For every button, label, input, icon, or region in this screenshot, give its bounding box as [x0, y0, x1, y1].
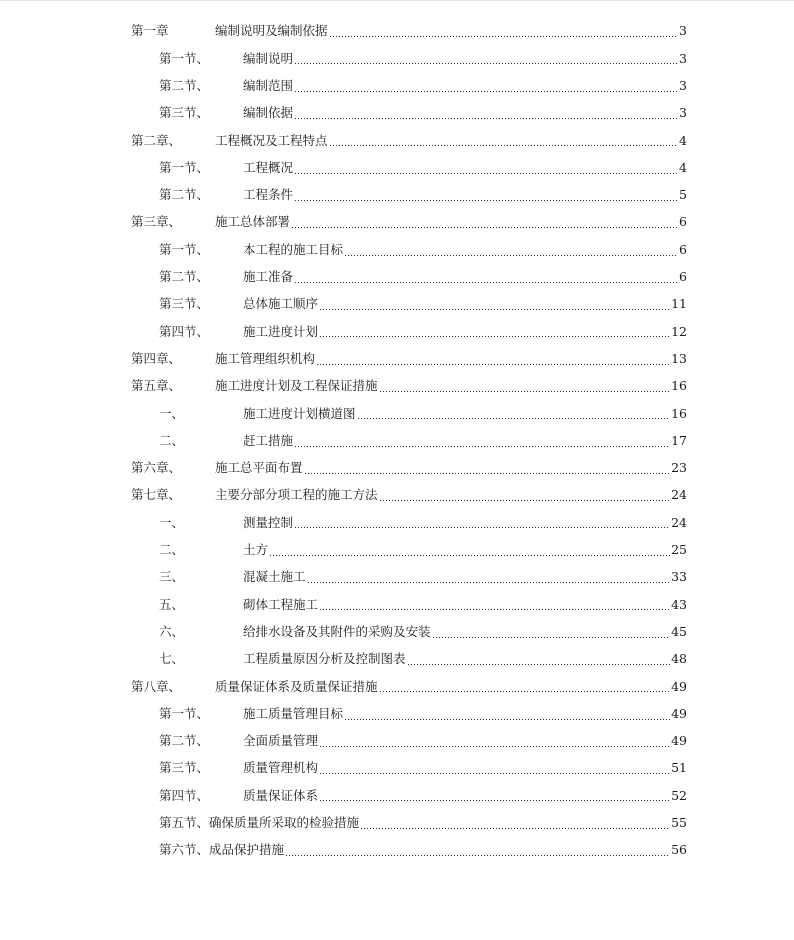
toc-entry-number: 第三节、	[159, 105, 210, 121]
toc-dot-leader	[319, 800, 670, 801]
toc-entry-page: 33	[671, 569, 687, 585]
toc-entry-page: 11	[671, 296, 687, 312]
toc-entry-page: 49	[671, 705, 687, 721]
toc-entry-number: 第五章、	[131, 378, 182, 394]
toc-dot-leader	[294, 282, 678, 283]
toc-dot-leader	[329, 145, 679, 146]
toc-entry[interactable]	[131, 346, 687, 373]
toc-entry-number: 第一节、	[159, 159, 210, 175]
toc-entry[interactable]	[131, 154, 687, 181]
toc-entry[interactable]	[131, 728, 687, 755]
toc-entry-title: 总体施工顺序	[243, 296, 319, 312]
toc-entry-number: 第二节、	[159, 77, 210, 93]
toc-entry-title: 成品保护措施	[209, 842, 285, 858]
toc-entry-number: 一、	[159, 405, 185, 421]
toc-entry-page: 16	[671, 378, 687, 394]
toc-entry[interactable]	[131, 127, 687, 154]
toc-dot-leader	[294, 200, 678, 201]
toc-entry-number: 第六节、	[159, 842, 210, 858]
toc-entry-page: 17	[671, 432, 687, 448]
toc-entry-number: 第一节、	[159, 241, 210, 257]
toc-entry-title: 测量控制	[243, 514, 294, 530]
toc-entry-number: 一、	[159, 514, 185, 530]
toc-entry-title: 土方	[243, 542, 269, 558]
toc-dot-leader	[294, 63, 678, 64]
toc-entry[interactable]	[131, 782, 687, 809]
toc-dot-leader	[294, 173, 678, 174]
toc-entry-page: 49	[671, 678, 687, 694]
toc-entry[interactable]	[131, 373, 687, 400]
toc-entry[interactable]	[131, 646, 687, 673]
toc-entry-page: 52	[671, 787, 687, 803]
toc-entry[interactable]	[131, 73, 687, 100]
toc-entry-page: 24	[671, 487, 687, 503]
toc-entry[interactable]	[131, 45, 687, 72]
toc-entry[interactable]	[131, 673, 687, 700]
toc-entry[interactable]	[131, 619, 687, 646]
toc-entry-number: 二、	[159, 432, 185, 448]
toc-entry[interactable]	[131, 537, 687, 564]
toc-entry-page: 55	[671, 815, 687, 830]
toc-entry-page: 16	[671, 405, 687, 421]
toc-dot-leader	[294, 118, 678, 119]
toc-entry-title: 施工总平面布置	[215, 460, 303, 476]
toc-entry[interactable]	[131, 482, 687, 509]
toc-entry-page: 12	[671, 323, 687, 339]
toc-entry[interactable]	[131, 18, 687, 45]
toc-entry-number: 第二章、	[131, 132, 182, 148]
toc-entry-number: 第一节、	[159, 50, 210, 66]
toc-entry-number: 第四章、	[131, 350, 182, 366]
toc-entry-title: 混凝土施工	[243, 569, 306, 585]
toc-entry[interactable]	[131, 810, 687, 837]
toc-entry-title: 工程条件	[243, 187, 294, 203]
toc-dot-leader	[379, 500, 671, 501]
toc-entry-page: 45	[671, 623, 687, 639]
toc-entry-title: 给排水设备及其附件的采购及安装	[243, 623, 431, 639]
toc-entry-title: 施工质量管理目标	[243, 705, 344, 721]
toc-entry[interactable]	[131, 455, 687, 482]
toc-entry[interactable]	[131, 837, 687, 864]
toc-dot-leader	[307, 582, 671, 583]
toc-entry-number: 第三章、	[131, 214, 182, 230]
toc-entry-title: 全面质量管理	[243, 733, 319, 749]
toc-entry-title: 编制说明及编制依据	[215, 23, 328, 39]
toc-entry-page: 24	[671, 514, 687, 530]
toc-entry-page: 5	[679, 187, 687, 203]
toc-dot-leader	[316, 364, 670, 365]
toc-entry-number: 第二节、	[159, 733, 210, 749]
toc-entry-page: 13	[671, 350, 687, 366]
toc-entry-number: 第一章	[131, 23, 169, 39]
toc-entry-page: 49	[671, 733, 687, 749]
toc-dot-leader	[379, 691, 671, 692]
toc-entry-number: 七、	[159, 651, 185, 667]
toc-entry-page: 6	[679, 214, 687, 230]
table-of-contents	[131, 18, 687, 864]
toc-entry-page: 3	[679, 23, 687, 39]
toc-entry-number: 五、	[159, 596, 185, 612]
toc-entry-title: 确保质量所采取的检验措施	[209, 815, 360, 830]
toc-dot-leader	[432, 637, 671, 638]
toc-entry-page: 25	[671, 542, 687, 558]
toc-entry-title: 工程概况及工程特点	[215, 132, 328, 148]
toc-entry-page: 51	[671, 760, 687, 776]
toc-entry-number: 三、	[159, 569, 185, 585]
toc-dot-leader	[357, 418, 671, 419]
page-top-border	[0, 0, 794, 1]
toc-entry[interactable]	[131, 236, 687, 263]
toc-entry-page: 4	[679, 159, 687, 175]
toc-entry-title: 工程概况	[243, 159, 294, 175]
toc-dot-leader	[344, 719, 670, 720]
toc-entry-page: 43	[671, 596, 687, 612]
toc-entry-title: 施工管理组织机构	[215, 350, 316, 366]
toc-entry-page: 3	[679, 50, 687, 66]
toc-entry-number: 第四节、	[159, 323, 210, 339]
toc-entry-title: 施工进度计划及工程保证措施	[215, 378, 378, 394]
toc-entry-number: 第二节、	[159, 269, 210, 285]
toc-entry[interactable]	[131, 100, 687, 127]
toc-entry-title: 施工准备	[243, 269, 294, 285]
toc-dot-leader	[360, 828, 670, 829]
toc-dot-leader	[319, 309, 670, 310]
toc-entry-title: 本工程的施工目标	[243, 241, 344, 257]
toc-entry[interactable]	[131, 182, 687, 209]
toc-dot-leader	[379, 391, 671, 392]
toc-dot-leader	[329, 36, 679, 37]
toc-entry[interactable]	[131, 291, 687, 318]
toc-entry[interactable]	[131, 209, 687, 236]
toc-entry-title: 施工进度计划	[243, 323, 319, 339]
toc-entry-title: 编制说明	[243, 50, 294, 66]
toc-entry[interactable]	[131, 591, 687, 618]
toc-dot-leader	[269, 555, 670, 556]
toc-entry-page: 3	[679, 77, 687, 93]
toc-dot-leader	[304, 473, 671, 474]
toc-entry-title: 工程质量原因分析及控制图表	[243, 651, 406, 667]
toc-entry[interactable]	[131, 564, 687, 591]
toc-entry-title: 施工进度计划横道图	[243, 405, 356, 421]
toc-entry-number: 第三节、	[159, 760, 210, 776]
toc-entry[interactable]	[131, 755, 687, 782]
toc-entry-title: 质量管理机构	[243, 760, 319, 776]
toc-entry-page: 48	[671, 651, 687, 667]
toc-entry-title: 主要分部分项工程的施工方法	[215, 487, 378, 503]
toc-entry-number: 第七章、	[131, 487, 182, 503]
toc-entry-title: 质量保证体系	[243, 787, 319, 803]
toc-entry-number: 第五节、	[159, 815, 210, 830]
toc-entry-page: 6	[679, 269, 687, 285]
toc-entry-title: 施工总体部署	[215, 214, 291, 230]
toc-entry-title: 质量保证体系及质量保证措施	[215, 678, 378, 694]
toc-entry-number: 第三节、	[159, 296, 210, 312]
toc-entry-number: 二、	[159, 542, 185, 558]
toc-dot-leader	[319, 609, 670, 610]
toc-dot-leader	[319, 746, 670, 747]
toc-dot-leader	[319, 773, 670, 774]
toc-dot-leader	[294, 527, 670, 528]
toc-entry[interactable]	[131, 509, 687, 536]
toc-entry-title: 编制依据	[243, 105, 294, 121]
toc-dot-leader	[285, 855, 670, 856]
toc-entry[interactable]	[131, 427, 687, 454]
toc-entry[interactable]	[131, 700, 687, 727]
toc-entry-number: 第八章、	[131, 678, 182, 694]
toc-dot-leader	[294, 446, 670, 447]
toc-dot-leader	[407, 664, 671, 665]
toc-dot-leader	[344, 255, 678, 256]
toc-entry[interactable]	[131, 400, 687, 427]
toc-entry-number: 六、	[159, 623, 185, 639]
toc-entry-number: 第一节、	[159, 705, 210, 721]
toc-entry-page: 4	[679, 132, 687, 148]
toc-dot-leader	[291, 227, 678, 228]
toc-entry-page: 23	[671, 460, 687, 476]
toc-entry-title: 砌体工程施工	[243, 596, 319, 612]
toc-entry-number: 第二节、	[159, 187, 210, 203]
toc-entry-number: 第六章、	[131, 460, 182, 476]
toc-entry-page: 6	[679, 241, 687, 257]
toc-entry[interactable]	[131, 264, 687, 291]
toc-dot-leader	[294, 91, 678, 92]
toc-entry-title: 赶工措施	[243, 432, 294, 448]
toc-entry-title: 编制范围	[243, 77, 294, 93]
toc-entry-page: 56	[671, 842, 687, 858]
toc-entry[interactable]	[131, 318, 687, 345]
toc-entry-number: 第四节、	[159, 787, 210, 803]
toc-dot-leader	[319, 336, 670, 337]
toc-entry-page: 3	[679, 105, 687, 121]
